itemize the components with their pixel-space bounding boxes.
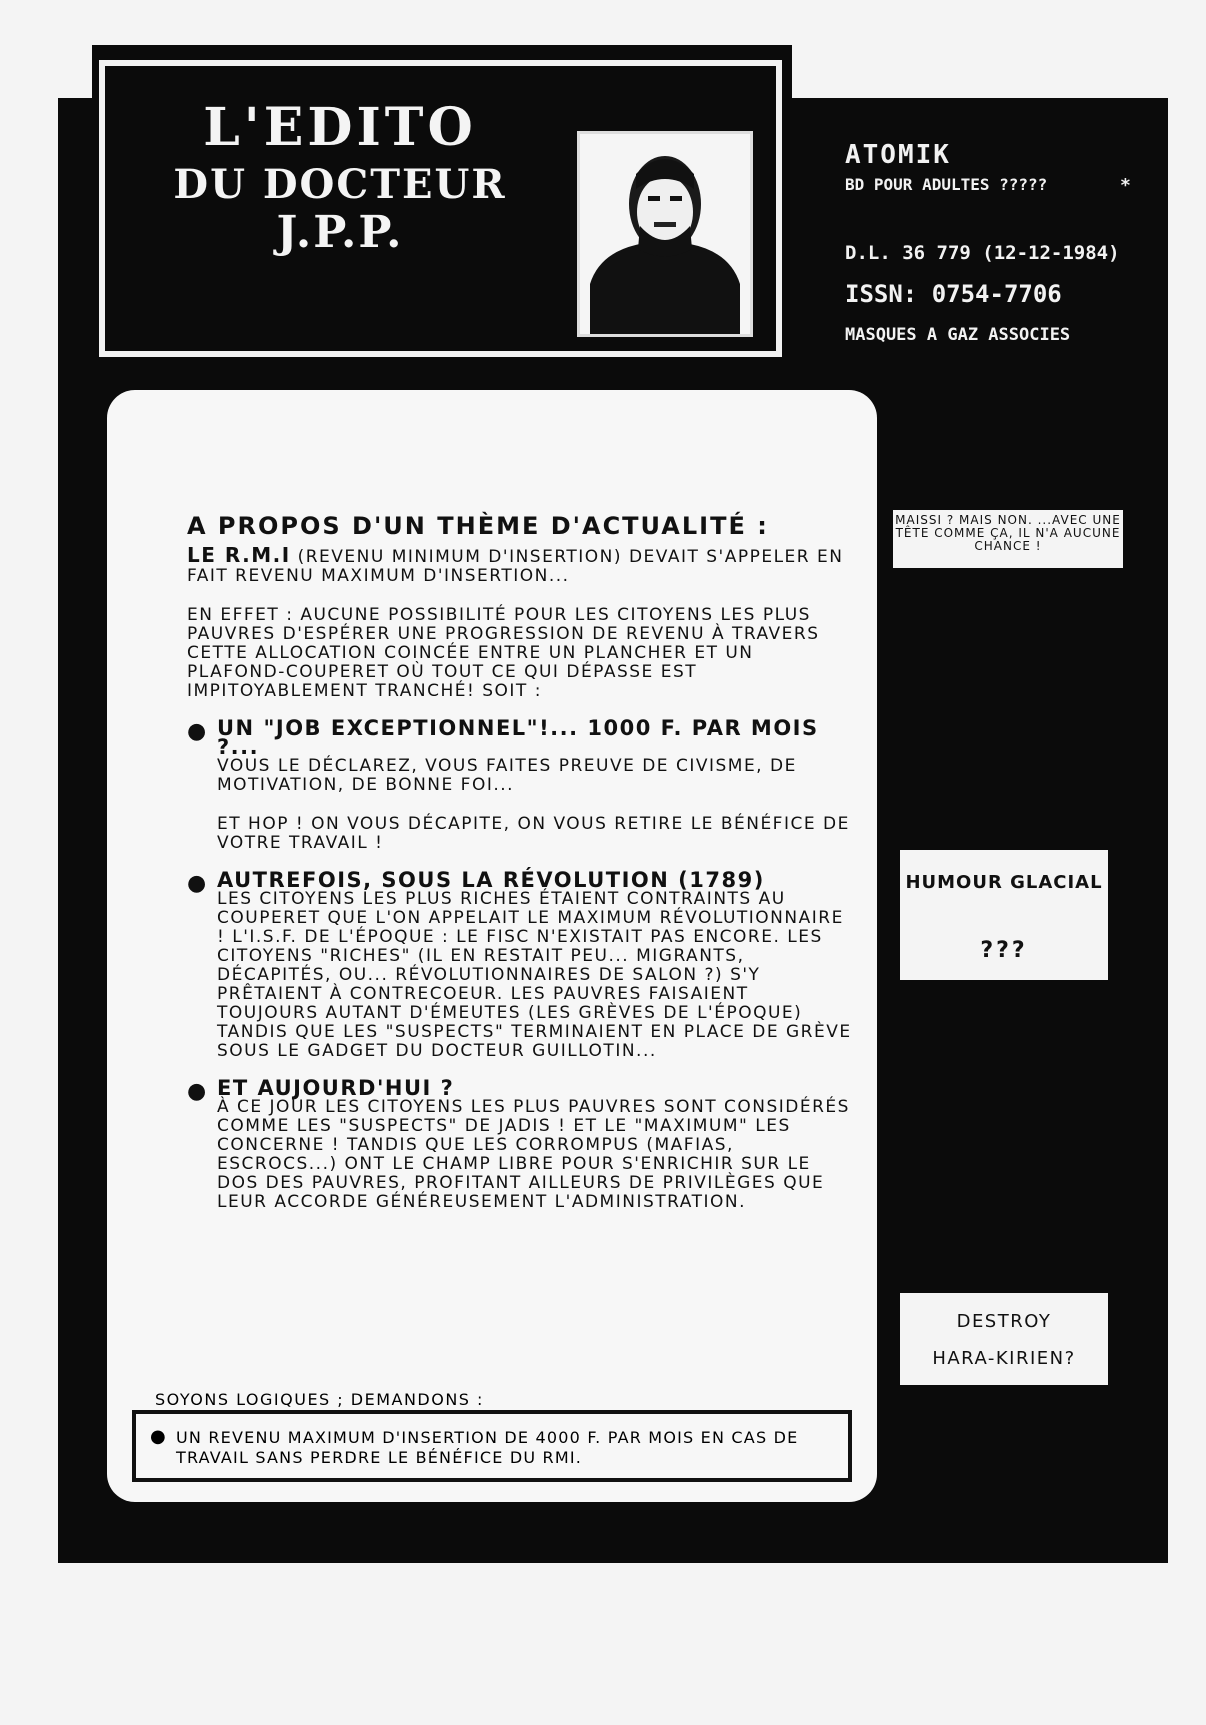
- publication-subtitle: BD POUR ADULTES ?????: [845, 175, 1048, 194]
- question-marks: ???: [980, 938, 1028, 963]
- article-body: [187, 512, 857, 1212]
- intro-rest: (REVENU MINIMUM D'INSERTION) DEVAIT S'APPELER EN FAIT REVENU MAXIMUM D'INSERTION...: [187, 547, 844, 586]
- publication-name: ATOMIK: [845, 140, 951, 170]
- legal-deposit: D.L. 36 779 (12-12-1984): [845, 242, 1120, 264]
- issn: ISSN: 0754-7706: [845, 280, 1062, 308]
- editorial-title: [105, 97, 575, 258]
- title-line-1: L'EDITO: [203, 97, 477, 158]
- bullet-today: [187, 1076, 857, 1212]
- bullet-revolution: [187, 868, 857, 1061]
- publisher: MASQUES A GAZ ASSOCIES: [845, 325, 1071, 345]
- bullet-job-text: VOUS LE DÉCLAREZ, VOUS FAITES PREUVE DE CIVISME, DE MOTIVATION, DE BONNE FOI...: [217, 756, 797, 795]
- portrait-image: [580, 134, 750, 334]
- demand-label: SOYONS LOGIQUES ; DEMANDONS :: [149, 1390, 490, 1409]
- caption-box: MAISSI ? MAIS NON. ...AVEC UNE TÊTE COMME ÇA, IL N'A AUCUNE CHANCE !: [893, 510, 1123, 568]
- article-panel: [107, 390, 877, 1502]
- star-mark: *: [1120, 175, 1131, 196]
- humour-title: HUMOUR GLACIAL: [905, 872, 1103, 893]
- bullet-icon: ●: [187, 719, 208, 744]
- bullet-revolution-text: LES CITOYENS LES PLUS RICHES ÉTAIENT CONTRAINTS AU COUPERET QUE L'ON APPELAIT LE MAXIMUM RÉVOLUTIONNAIRE ! L'I.S.F. DE L'ÉPOQUE : LE FISC N'EXISTAIT PAS ENCORE. LES CITOYENS "RICHES" (IL EN RESTAIT PEU... MIGRANTS, DÉCAPITÉS, OU... RÉVOLUTIONNAIRES DE SALON ?) S'Y PRÊTAIENT À CONTRECOEUR. LES PAUVRES FAISAIENT TOUJOURS AUTANT D'ÉMEUTES (LES GRÈVES DE L'ÉPOQUE) TANDIS QUE LES "SUSPECTS" TERMINAIENT EN PLACE DE GRÈVE SOUS LE GADGET DU DOCTEUR GUILLOTIN...: [217, 889, 852, 1061]
- bullet-job: [187, 716, 857, 853]
- bullet-revolution-lead: AUTREFOIS, SOUS LA RÉVOLUTION (1789): [217, 868, 765, 892]
- humour-box: [900, 850, 1108, 980]
- article-intro: [187, 543, 857, 586]
- bullet-icon: ●: [187, 871, 208, 896]
- bullet-icon: ●: [187, 1079, 208, 1104]
- demand-box: [132, 1410, 852, 1482]
- bullet-today-lead: ET AUJOURD'HUI ?: [217, 1076, 455, 1100]
- article-title: A PROPOS D'UN THÈME D'ACTUALITÉ :: [187, 512, 769, 540]
- author-portrait: [577, 131, 753, 337]
- bullet-icon: ●: [150, 1426, 166, 1447]
- bullet-today-text: À CE JOUR LES CITOYENS LES PLUS PAUVRES SONT CONSIDÉRÉS COMME LES "SUSPECTS" DE JADIS ! ET LE "MAXIMUM" LES CONCERNE ! TANDIS QUE LES CORROMPUS (MAFIAS, ESCROCS...) ONT LE CHAMP LIBRE POUR S'ENRICHIR SUR LE DOS DES PAUVRES, PROFITANT AILLEURS DE PRIVILÈGES QUE LEUR ACCORDE GÉNÉREUSEMENT L'ADMINISTRATION.: [217, 1097, 850, 1212]
- bullet-job-sub: ET HOP ! ON VOUS DÉCAPITE, ON VOUS RETIRE LE BÉNÉFICE DE VOTRE TRAVAIL !: [217, 814, 850, 853]
- title-line-3: J.P.P.: [276, 206, 404, 258]
- destroy-line-1: DESTROY: [956, 1311, 1052, 1332]
- title-line-2: DU DOCTEUR: [173, 160, 507, 208]
- paragraph-1: EN EFFET : AUCUNE POSSIBILITÉ POUR LES CITOYENS LES PLUS PAUVRES D'ESPÉRER UNE PROGRESSION DE REVENU À TRAVERS CETTE ALLOCATION COINCÉE ENTRE UN PLANCHER ET UN PLAFOND-COUPERET OÙ TOUT CE QUI DÉPASSE EST IMPITOYABLEMENT TRANCHÉ! SOIT :: [187, 605, 820, 701]
- destroy-line-2: HARA-KIRIEN?: [932, 1348, 1076, 1369]
- destroy-box: [900, 1293, 1108, 1385]
- editorial-header: [99, 60, 782, 357]
- bullet-job-lead: UN "JOB EXCEPTIONNEL"!... 1000 F. PAR MOIS ?...: [217, 716, 819, 759]
- intro-lead: LE R.M.I: [187, 543, 291, 567]
- demand-text: UN REVENU MAXIMUM D'INSERTION DE 4000 F. PAR MOIS EN CAS DE TRAVAIL SANS PERDRE LE BÉNÉFICE DU RMI.: [176, 1428, 799, 1467]
